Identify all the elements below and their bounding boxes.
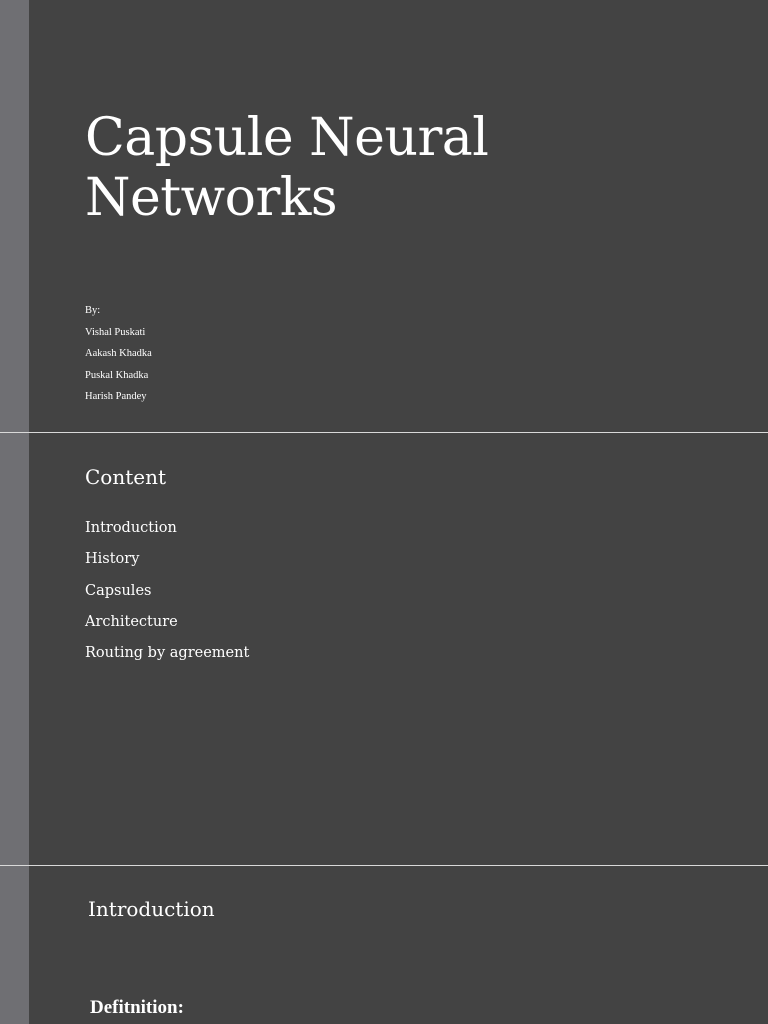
content-list — [85, 513, 249, 669]
by-label: By: — [85, 305, 101, 316]
title-line-1: Capsule Neural — [85, 108, 489, 168]
title-line-2: Networks — [85, 168, 338, 228]
author-name: Puskal Khadka — [85, 369, 149, 381]
slide-accent-bar — [0, 0, 29, 432]
author-name: Aakash Khadka — [85, 348, 152, 359]
content-item-architecture: Architecture — [85, 613, 178, 630]
content-item-capsules: Capsules — [85, 582, 152, 599]
content-item-history: History — [85, 551, 140, 568]
slide-accent-bar — [0, 866, 29, 1024]
title-slide — [0, 0, 768, 432]
content-heading: Content — [85, 465, 167, 489]
introduction-slide — [0, 866, 768, 1024]
slide-accent-bar — [0, 433, 29, 865]
author-list — [85, 300, 152, 408]
definition-subheading: Defitnition: — [90, 997, 184, 1018]
content-item-introduction: Introduction — [85, 520, 177, 536]
author-name: Harish Pandey — [85, 391, 147, 402]
author-name: Vishal Puskati — [85, 326, 146, 338]
introduction-heading: Introduction — [88, 897, 215, 921]
content-item-routing: Routing by agreement — [85, 645, 250, 662]
content-slide — [0, 433, 768, 865]
presentation-title — [85, 108, 488, 228]
